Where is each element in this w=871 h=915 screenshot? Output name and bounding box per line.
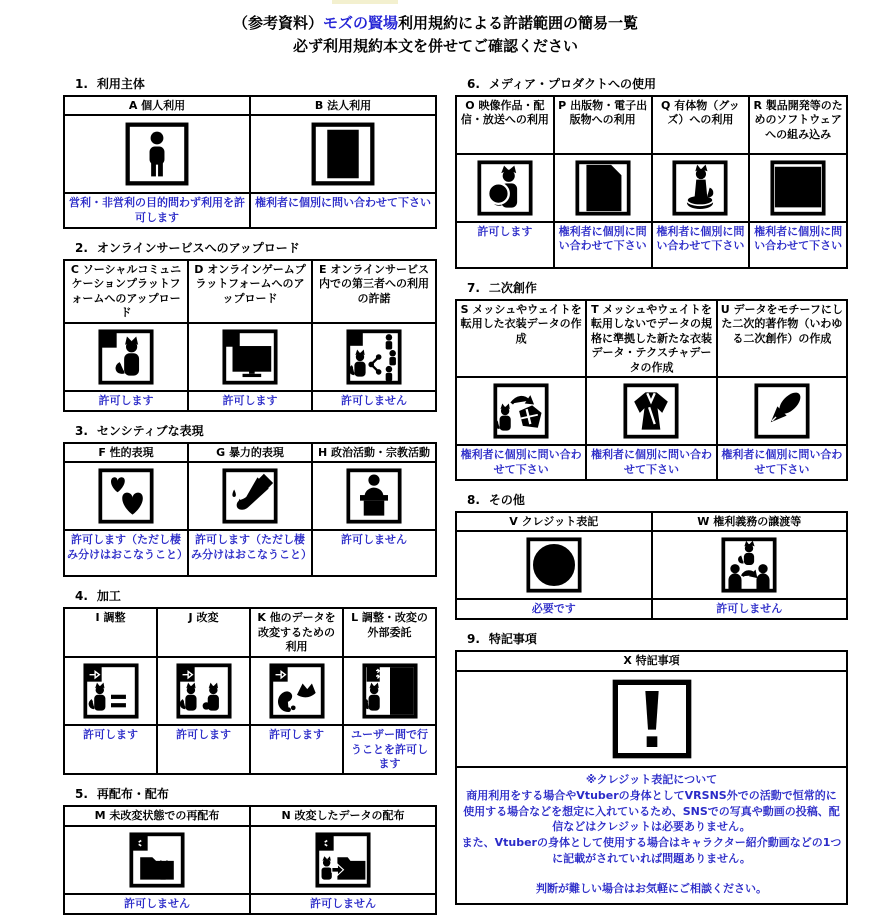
notes-footer: 判断が難しい場合はお気軽にご相談ください。 — [536, 882, 767, 896]
document-avatar-icon — [575, 160, 631, 216]
cell-header-I: I 調整 — [64, 608, 157, 657]
notes-heading: ※クレジット表記について — [585, 772, 718, 786]
icon-cell-L — [343, 657, 436, 725]
result-cell-Q: 権利者に個別に問い合わせて下さい — [652, 222, 750, 268]
icon-cell-F — [64, 462, 188, 530]
hearts-icon — [98, 468, 154, 524]
section-2-table — [63, 259, 437, 412]
icon-cell-U — [717, 377, 847, 445]
rights-transfer-icon — [721, 537, 777, 593]
section-8-heading: 8. その他 — [467, 492, 525, 507]
costume-reuse-icon — [493, 383, 549, 439]
result-cell-H: 許可しません — [312, 530, 436, 576]
page-title — [0, 0, 871, 59]
section-5-table — [63, 805, 437, 914]
icon-cell-N — [250, 826, 436, 894]
icon-cell-O — [456, 154, 554, 222]
page-title-line2: 必ず利用規約本文を併せてご確認ください — [292, 37, 578, 56]
section-7-heading: 7. 二次創作 — [467, 280, 537, 295]
modify-icon — [176, 663, 232, 719]
icon-cell-P — [554, 154, 652, 222]
result-cell-U: 権利者に個別に問い合わせて下さい — [717, 445, 847, 480]
page-title-line1 — [0, 12, 871, 35]
cell-header-W: W 権利義務の譲渡等 — [652, 512, 848, 532]
result-cell-C: 許可します — [64, 391, 188, 411]
cell-header-C: C ソーシャルコミュニケーションプラットフォームへのアップロード — [64, 260, 188, 323]
content-columns — [63, 65, 871, 915]
section-1-heading: 1. 利用主体 — [75, 76, 145, 91]
scan-artifact — [332, 0, 398, 4]
result-cell-N: 許可しません — [250, 894, 436, 914]
icon-cell-R — [749, 154, 847, 222]
upload-avatar-icon — [98, 329, 154, 385]
icon-cell-M — [64, 826, 250, 894]
result-cell-V: 必要です — [456, 599, 652, 619]
result-cell-P: 権利者に個別に問い合わせて下さい — [554, 222, 652, 268]
cell-header-E: E オンラインサービス内での第三者への利用の許諾 — [312, 260, 436, 323]
result-cell-O: 許可します — [456, 222, 554, 268]
icon-cell-C — [64, 323, 188, 391]
section-9-heading: 9. 特記事項 — [467, 632, 537, 647]
cell-header-U: U データをモチーフにした二次的著作物（いわゆる二次創作）の作成 — [717, 300, 847, 378]
result-cell-R: 権利者に個別に問い合わせて下さい — [749, 222, 847, 268]
icon-cell-D — [188, 323, 312, 391]
costume-new-icon — [623, 383, 679, 439]
icon-cell-T — [586, 377, 716, 445]
figurine-icon — [672, 160, 728, 216]
section-4-heading: 4. 加工 — [75, 589, 121, 604]
result-cell-G: 許可します（ただし棲み分けはおこなうこと） — [188, 530, 312, 576]
cell-header-L: L 調整・改変の外部委託 — [343, 608, 436, 657]
left-column — [63, 65, 437, 915]
cell-header-X: X 特記事項 — [456, 651, 847, 671]
notes-spacer — [461, 867, 842, 881]
section-7-table — [455, 299, 848, 481]
result-cell-S: 権利者に個別に問い合わせて下さい — [456, 445, 586, 480]
special-notes — [456, 767, 847, 905]
title-prefix: （参考資料） — [232, 14, 323, 32]
title-brand: モズの賢場 — [322, 14, 398, 32]
knife-icon — [222, 468, 278, 524]
section-1-table — [63, 95, 437, 229]
upload-share-users-icon — [346, 329, 402, 385]
result-cell-M: 許可しません — [64, 894, 250, 914]
cell-header-V: V クレジット表記 — [456, 512, 652, 532]
result-cell-T: 権利者に個別に問い合わせて下さい — [586, 445, 716, 480]
notes-body2: また、Vtuberの身体として使用する場合はキャラクター紹介動画などの1つに記載がされていれば問題ありません。 — [461, 836, 842, 866]
podium-speaker-icon — [346, 468, 402, 524]
result-cell-B: 権利者に個別に問い合わせて下さい — [250, 193, 436, 228]
section-3-heading: 3. センシティブな表現 — [75, 423, 204, 438]
upload-game-platform-icon — [222, 329, 278, 385]
result-cell-A: 営利・非営利の目的問わず利用を許可します — [64, 193, 250, 228]
result-cell-I: 許可します — [64, 725, 157, 775]
icon-cell-K — [250, 657, 343, 725]
cell-header-Q: Q 有体物（グッズ）への利用 — [652, 96, 750, 154]
share-modified-data-icon — [315, 832, 371, 888]
exclamation-icon — [612, 679, 692, 759]
title-suffix: 利用規約による許諾範囲の簡易一覧 — [398, 14, 639, 32]
cell-header-J: J 改変 — [157, 608, 250, 657]
cell-header-N: N 改変したデータの配布 — [250, 806, 436, 826]
icon-cell-X — [456, 671, 847, 767]
section-9-table — [455, 650, 848, 905]
cell-header-A: A 個人利用 — [64, 96, 250, 116]
adjust-icon — [83, 663, 139, 719]
section-3-table — [63, 442, 437, 578]
person-icon — [125, 122, 189, 186]
result-cell-F: 許可します（ただし棲み分けはおこなうこと） — [64, 530, 188, 576]
section-2-heading: 2. オンラインサービスへのアップロード — [75, 240, 300, 255]
result-cell-W: 許可しません — [652, 599, 848, 619]
copyright-icon — [526, 537, 582, 593]
section-8-table — [455, 511, 848, 620]
cell-header-D: D オンラインゲームプラットフォームへのアップロード — [188, 260, 312, 323]
section-5-heading: 5. 再配布・配布 — [75, 787, 169, 802]
section-4-table — [63, 607, 437, 775]
pen-icon — [754, 383, 810, 439]
icon-cell-S — [456, 377, 586, 445]
cell-header-M: M 未改変状態での再配布 — [64, 806, 250, 826]
result-cell-D: 許可します — [188, 391, 312, 411]
parts-reuse-icon — [269, 663, 325, 719]
cell-header-F: F 性的表現 — [64, 443, 188, 463]
icon-cell-G — [188, 462, 312, 530]
cell-header-G: G 暴力的表現 — [188, 443, 312, 463]
icon-cell-J — [157, 657, 250, 725]
software-window-icon — [770, 160, 826, 216]
icon-cell-B — [250, 115, 436, 193]
icon-cell-V — [456, 531, 652, 599]
cell-header-K: K 他のデータを改変するための利用 — [250, 608, 343, 657]
cell-header-P: P 出版物・電子出版物への利用 — [554, 96, 652, 154]
icon-cell-Q — [652, 154, 750, 222]
notes-body1: 商用利用をする場合やVtuberの身体としてVRSNS外での活動で恒常的に使用する場合などを想定に入れているため、SNSでの写真や動画の投稿、配信などはクレジットは必要ありません。 — [463, 788, 840, 834]
cell-header-O: O 映像作品・配信・放送への利用 — [456, 96, 554, 154]
section-6-table — [455, 95, 848, 269]
cell-header-H: H 政治活動・宗教活動 — [312, 443, 436, 463]
result-cell-K: 許可します — [250, 725, 343, 775]
cell-header-S: S メッシュやウェイトを転用した衣装データの作成 — [456, 300, 586, 378]
building-icon — [311, 122, 375, 186]
cell-header-T: T メッシュやウェイトを転用しないでデータの規格に準拠した新たな衣装データ・テクスチャデータの作成 — [586, 300, 716, 378]
icon-cell-H — [312, 462, 436, 530]
section-6-heading: 6. メディア・プロダクトへの使用 — [467, 76, 656, 91]
result-cell-J: 許可します — [157, 725, 250, 775]
icon-cell-W — [652, 531, 848, 599]
share-folder-icon — [129, 832, 185, 888]
result-cell-L: ユーザー間で行うことを許可します — [343, 725, 436, 775]
result-cell-E: 許可しません — [312, 391, 436, 411]
outsource-icon — [362, 663, 418, 719]
right-column — [455, 65, 848, 906]
cell-header-R: R 製品開発等のためのソフトウェアへの組み込み — [749, 96, 847, 154]
icon-cell-I — [64, 657, 157, 725]
cell-header-B: B 法人利用 — [250, 96, 436, 116]
play-avatar-icon — [477, 160, 533, 216]
icon-cell-E — [312, 323, 436, 391]
icon-cell-A — [64, 115, 250, 193]
